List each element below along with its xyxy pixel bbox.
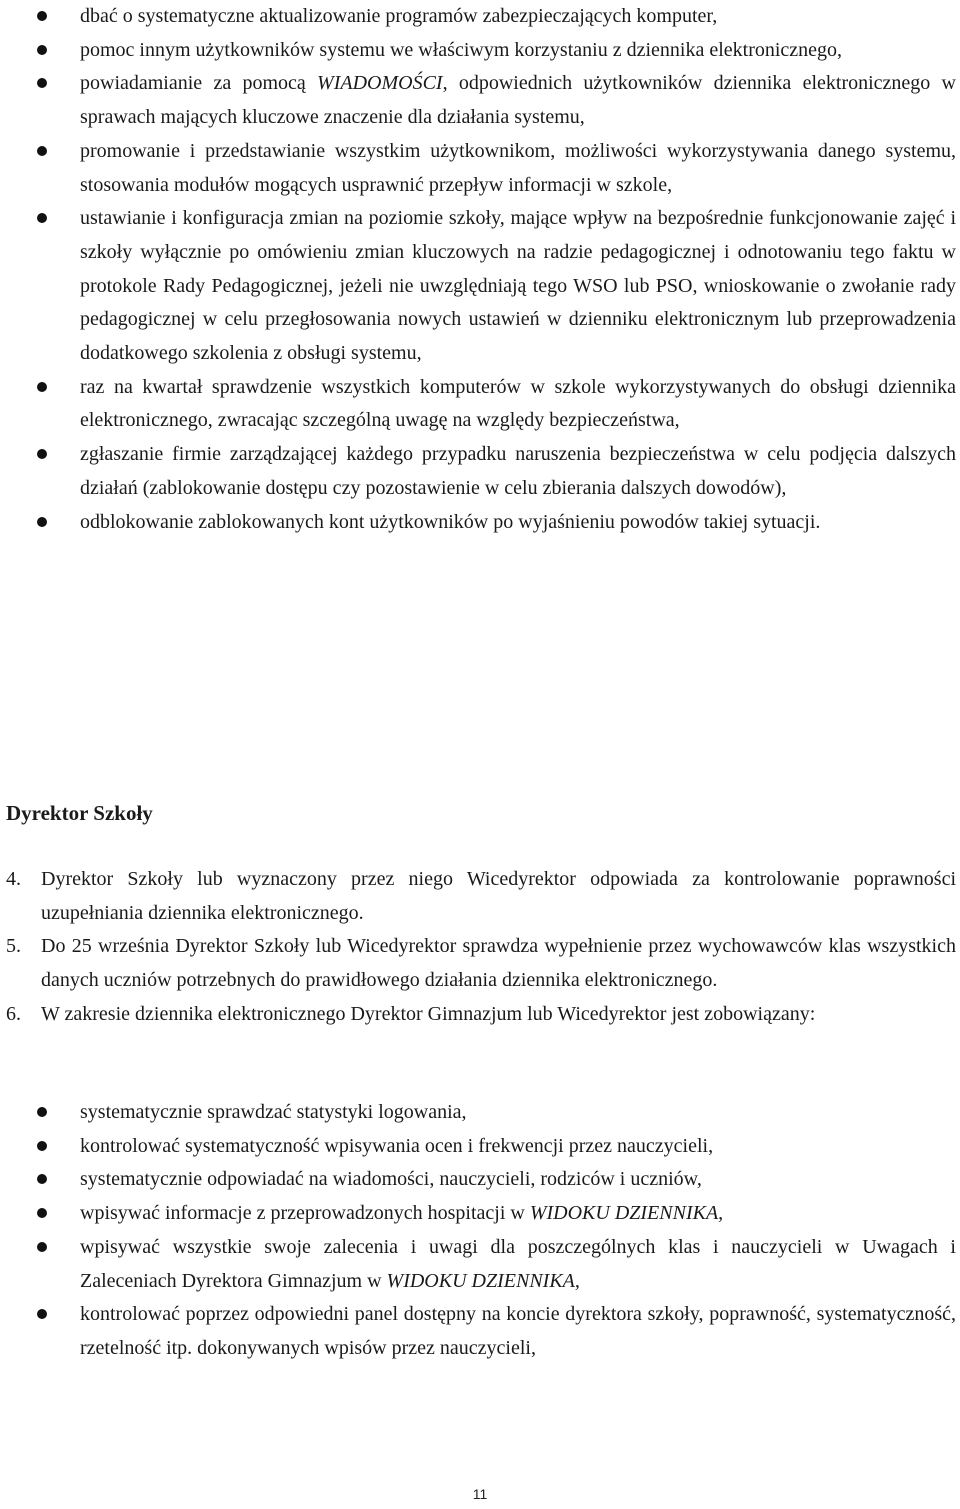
list-item-text: promowanie i przedstawianie wszystkim użytkownikom, możliwości wykorzystywania danego systemu, stosowania modułów mogących usprawnić przepływ informacji w szkole, [80,139,956,196]
list-item-text: odblokowanie zablokowanych kont użytkowników po wyjaśnieniu powodów takiej sytuacji. [80,510,821,533]
numbered-item-text: W zakresie dziennika elektronicznego Dyrektor Gimnazjum lub Wicedyrektor jest zobowiązany: [41,1002,816,1025]
list-item [0,371,960,438]
bullet-icon [37,1174,47,1184]
list-item-text: zgłaszanie firmie zarządzającej każdego przypadku naruszenia bezpieczeństwa w celu podjęcia dalszych działań (zablokowanie dostępu czy pozostawienie w celu zbierania dalszych dowodów), [80,443,956,499]
bullet-icon [37,517,47,527]
list-item-text: , odpowiednich użytkowników dziennika elektronicznego w sprawach mających kluczowe znaczenie dla działania systemu, [80,72,956,129]
list-item [0,1130,960,1164]
list-item-italic-text: WIDOKU DZIENNIKA, [386,1269,580,1292]
list-item [0,135,960,202]
list-item-text: wpisywać wszystkie swoje zalecenia i uwagi dla poszczególnych klas i nauczycieli w Uwagach i Zaleceniach Dyrektora Gimnazjum w [80,1235,956,1292]
list-item-text: systematycznie odpowiadać na wiadomości, nauczycieli, rodziców i uczniów, [80,1168,702,1191]
bullet-icon [37,1242,47,1252]
list-item [0,1197,960,1231]
item-number: 5. [6,935,21,958]
list-item [0,67,960,134]
list-item [0,438,960,505]
list-item [0,1163,960,1197]
list-item-italic-text: WIDOKU DZIENNIKA, [529,1202,724,1225]
numbered-item [0,930,960,997]
bullet-icon [37,146,47,156]
list-item-text: kontrolować systematyczność wpisywania ocen i frekwencji przez nauczycieli, [80,1134,714,1157]
bullet-icon [37,11,47,21]
bullet-icon [37,78,47,88]
list-item-italic-text: WIADOMOŚCI [317,72,443,95]
section-heading: Dyrektor Szkoły [6,801,153,825]
numbered-item-text: Dyrektor Szkoły lub wyznaczony przez niego Wicedyrektor odpowiada za kontrolowanie poprawności uzupełniania dziennika elektronicznego. [41,868,956,924]
page-number: 11 [472,1486,488,1502]
numbered-item [0,998,960,1032]
list-item-text: dbać o systematyczne aktualizowanie programów zabezpieczających komputer, [80,5,718,27]
list-item-text: systematycznie sprawdzać statystyki logowania, [80,1101,467,1123]
bullet-icon [37,1141,47,1151]
bullet-list-bottom [0,1096,960,1366]
list-item-text: powiadamianie za pomocą [80,72,318,95]
bullet-icon [37,1309,47,1319]
bullet-icon [37,1107,47,1117]
list-item-text: pomoc innym użytkowników systemu we właściwym korzystaniu z dziennika elektronicznego, [80,38,843,61]
bullet-icon [37,45,47,55]
list-item-text: raz na kwartał sprawdzenie wszystkich komputerów w szkole wykorzystywanych do obsługi dziennika elektronicznego, zwracając szczególną uwagę na względy bezpieczeństwa, [80,375,956,432]
bullet-icon [37,449,47,459]
bullet-icon [37,1208,47,1218]
list-item [0,202,960,371]
item-number: 4. [6,868,21,890]
list-item [0,1298,960,1365]
bullet-list-top [0,0,960,539]
list-item [0,0,960,34]
list-item [0,34,960,68]
list-item [0,506,960,540]
list-item-text: wpisywać informacje z przeprowadzonych hospitacji w [80,1202,530,1225]
bullet-icon [37,382,47,392]
numbered-list [0,863,960,1032]
list-item [0,1231,960,1298]
list-item [0,1096,960,1130]
bullet-icon [37,213,47,223]
numbered-item [0,863,960,930]
list-item-text: ustawianie i konfiguracja zmian na poziomie szkoły, mające wpływ na bezpośrednie funkcjonowanie zajęć i szkoły wyłącznie po omówieniu zmian kluczowych na radzie pedagogicznej i odnotowaniu tego faktu w protokole Rady Pedagogicznej, jeżeli nie uwzględniają tego WSO lub PSO, wnioskowanie o zwołanie rady pedagogicznej w celu przegłosowania nowych ustawień w dzienniku elektronicznym lub przeprowadzenia dodatkowego szkolenia z obsługi systemu, [80,207,956,365]
numbered-item-text: Do 25 września Dyrektor Szkoły lub Wicedyrektor sprawdza wypełnienie przez wychowawców klas wszystkich danych uczniów potrzebnych do prawidłowego działania dziennika elektronicznego. [41,935,956,992]
list-item-text: kontrolować poprzez odpowiedni panel dostępny na koncie dyrektora szkoły, poprawność, systematyczność, rzetelność itp. dokonywanych wpisów przez nauczycieli, [80,1303,956,1359]
item-number: 6. [6,1002,21,1025]
